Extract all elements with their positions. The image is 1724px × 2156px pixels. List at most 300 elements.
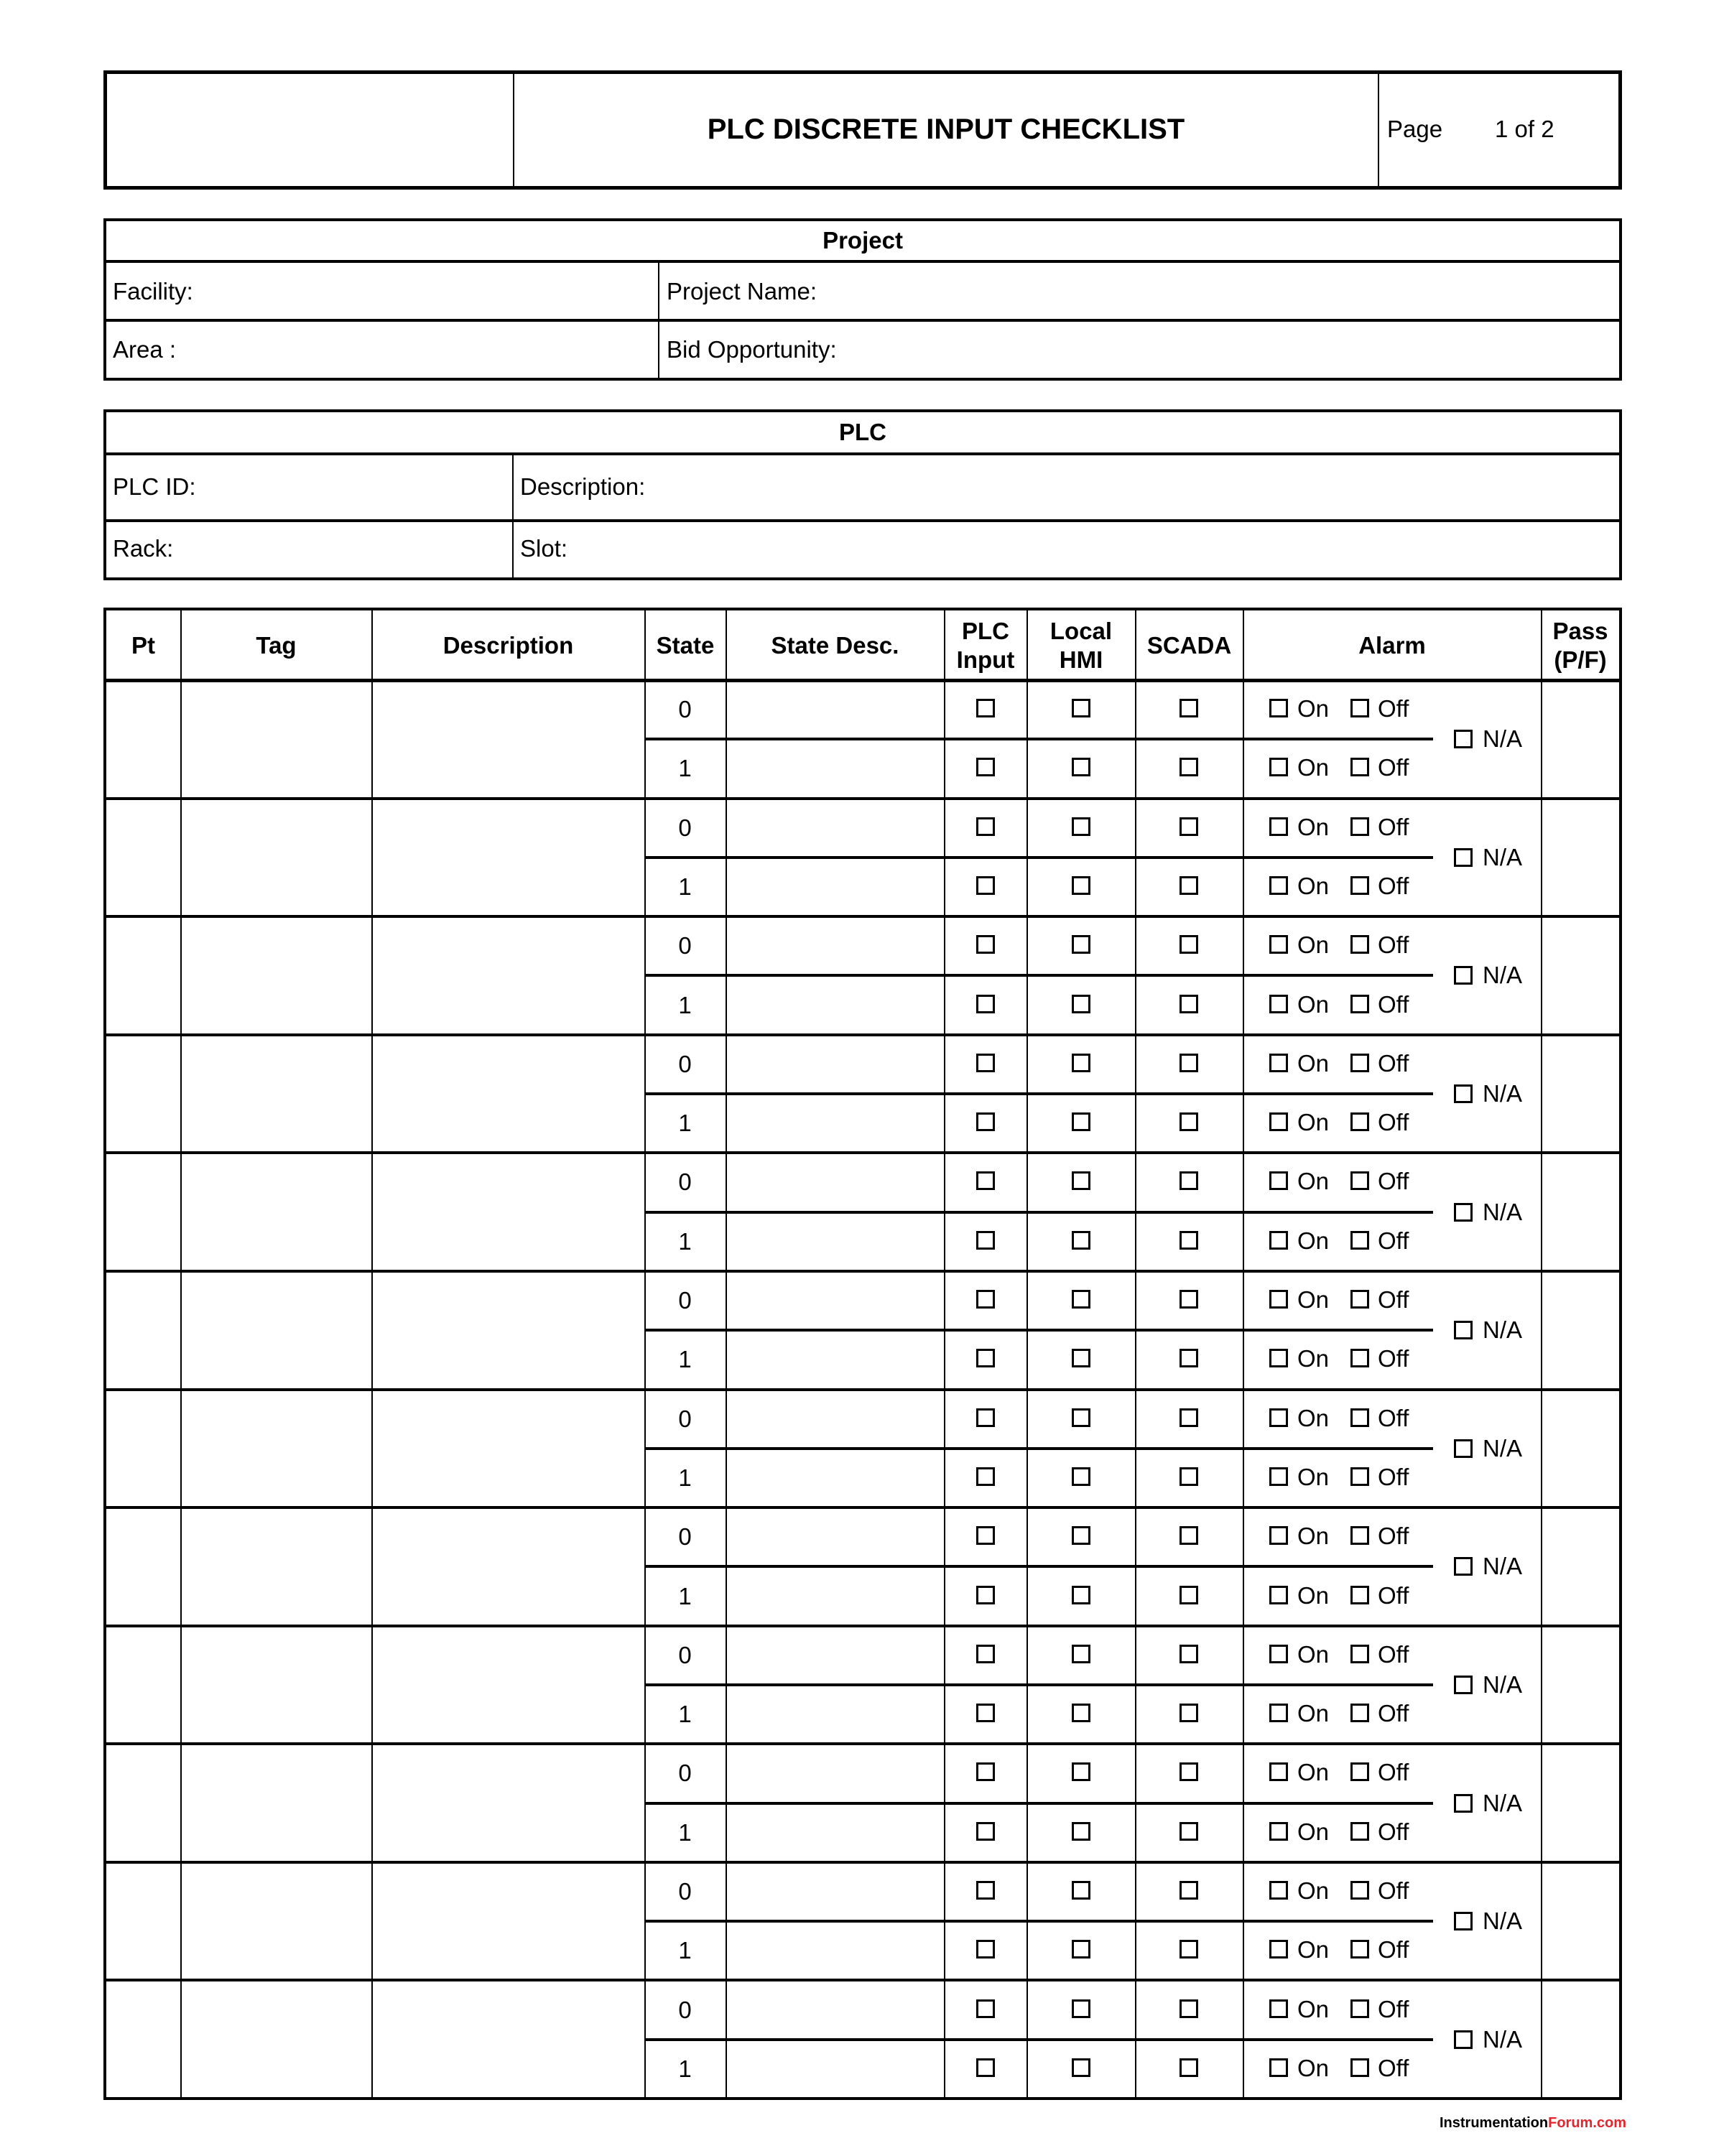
state-desc-cell[interactable] xyxy=(727,1568,944,1624)
state-desc-cell[interactable] xyxy=(727,1154,944,1210)
state-value: 1 xyxy=(678,1227,692,1255)
scada-checkbox[interactable] xyxy=(1180,1645,1198,1663)
plc-input-checkbox[interactable] xyxy=(976,1586,995,1604)
tag-cell[interactable] xyxy=(182,1391,371,1507)
description-cell[interactable] xyxy=(373,1273,644,1388)
description-cell[interactable] xyxy=(373,800,644,916)
alarm-off-checkbox[interactable] xyxy=(1350,1171,1369,1190)
alarm-off-checkbox[interactable] xyxy=(1350,758,1369,776)
alarm-na-checkbox[interactable] xyxy=(1454,1203,1473,1222)
plc-input-checkbox[interactable] xyxy=(976,817,995,836)
scada-checkbox[interactable] xyxy=(1180,1999,1198,2018)
local-hmi-checkbox[interactable] xyxy=(1072,1940,1090,1958)
alarm-off-label: Off xyxy=(1378,1168,1409,1195)
plc-id-field[interactable]: PLC ID: xyxy=(113,473,196,500)
description-cell[interactable] xyxy=(373,1036,644,1152)
alarm-off-label: Off xyxy=(1378,873,1409,900)
alarm-off-checkbox[interactable] xyxy=(1350,1526,1369,1545)
scada-checkbox[interactable] xyxy=(1180,1349,1198,1367)
tag-cell[interactable] xyxy=(182,1627,371,1743)
alarm-on-label: On xyxy=(1297,1581,1330,1609)
alarm-on-label: On xyxy=(1297,1345,1330,1372)
state-desc-cell[interactable] xyxy=(727,1214,944,1270)
col-header-local-hmi-line1: Local xyxy=(1049,617,1113,644)
project-section-title: Project xyxy=(822,227,903,254)
alarm-na-checkbox[interactable] xyxy=(1454,1557,1473,1576)
alarm-off-label: Off xyxy=(1378,1759,1409,1786)
tag-cell[interactable] xyxy=(182,1745,371,1861)
col-header-tag: Tag xyxy=(256,631,297,659)
state-desc-cell[interactable] xyxy=(727,1273,944,1329)
plc-input-checkbox[interactable] xyxy=(976,1704,995,1722)
plc-input-checkbox[interactable] xyxy=(976,758,995,776)
col-header-local-hmi-line2: HMI xyxy=(1059,646,1103,673)
state-desc-cell[interactable] xyxy=(727,1450,944,1506)
pt-cell[interactable] xyxy=(106,1036,180,1152)
alarm-off-checkbox[interactable] xyxy=(1350,1940,1369,1958)
scada-checkbox[interactable] xyxy=(1180,935,1198,954)
state-value: 1 xyxy=(678,1701,692,1728)
scada-checkbox[interactable] xyxy=(1180,1054,1198,1072)
scada-checkbox[interactable] xyxy=(1180,1112,1198,1131)
alarm-on-checkbox[interactable] xyxy=(1269,1586,1288,1604)
pass-fail-cell[interactable] xyxy=(1542,1627,1619,1743)
state-value: 1 xyxy=(678,991,692,1018)
bid-opportunity-field[interactable]: Bid Opportunity: xyxy=(667,336,837,363)
alarm-on-checkbox[interactable] xyxy=(1269,1054,1288,1072)
alarm-on-label: On xyxy=(1297,1818,1330,1845)
plc-input-checkbox[interactable] xyxy=(976,1999,995,2018)
tag-cell[interactable] xyxy=(182,682,371,797)
scada-checkbox[interactable] xyxy=(1180,2058,1198,2077)
pass-fail-cell[interactable] xyxy=(1542,682,1619,797)
alarm-na-checkbox[interactable] xyxy=(1454,1439,1473,1458)
state-desc-cell[interactable] xyxy=(727,1627,944,1683)
alarm-na-label: N/A xyxy=(1483,1316,1523,1344)
local-hmi-checkbox[interactable] xyxy=(1072,758,1090,776)
pass-fail-cell[interactable] xyxy=(1542,1509,1619,1625)
tag-cell[interactable] xyxy=(182,1981,371,2097)
alarm-off-checkbox[interactable] xyxy=(1350,1881,1369,1900)
alarm-off-checkbox[interactable] xyxy=(1350,1645,1369,1663)
pass-fail-cell[interactable] xyxy=(1542,918,1619,1033)
pass-fail-cell[interactable] xyxy=(1542,1745,1619,1861)
pt-cell[interactable] xyxy=(106,1745,180,1861)
plc-input-checkbox[interactable] xyxy=(976,1526,995,1545)
alarm-off-checkbox[interactable] xyxy=(1350,1586,1369,1604)
state-desc-cell[interactable] xyxy=(727,977,944,1033)
scada-checkbox[interactable] xyxy=(1180,1290,1198,1309)
alarm-off-checkbox[interactable] xyxy=(1350,876,1369,895)
state-desc-cell[interactable] xyxy=(727,1686,944,1742)
alarm-on-checkbox[interactable] xyxy=(1269,1704,1288,1722)
alarm-na-checkbox[interactable] xyxy=(1454,1794,1473,1813)
local-hmi-checkbox[interactable] xyxy=(1072,699,1090,717)
column-divider xyxy=(1026,609,1028,2100)
local-hmi-checkbox[interactable] xyxy=(1072,2058,1090,2077)
alarm-on-label: On xyxy=(1297,1759,1330,1786)
alarm-on-checkbox[interactable] xyxy=(1269,1881,1288,1900)
state-desc-cell[interactable] xyxy=(727,918,944,974)
pt-cell[interactable] xyxy=(106,1273,180,1388)
alarm-off-checkbox[interactable] xyxy=(1350,935,1369,954)
alarm-off-label: Off xyxy=(1378,1581,1409,1609)
col-header-alarm: Alarm xyxy=(1358,631,1426,659)
alarm-na-checkbox[interactable] xyxy=(1454,1676,1473,1694)
plc-input-checkbox[interactable] xyxy=(976,1290,995,1309)
local-hmi-checkbox[interactable] xyxy=(1072,1881,1090,1900)
alarm-off-checkbox[interactable] xyxy=(1350,699,1369,717)
plc-input-checkbox[interactable] xyxy=(976,1762,995,1781)
pass-fail-cell[interactable] xyxy=(1542,800,1619,916)
alarm-on-checkbox[interactable] xyxy=(1269,1171,1288,1190)
plc-input-checkbox[interactable] xyxy=(976,1467,995,1486)
local-hmi-checkbox[interactable] xyxy=(1072,1408,1090,1427)
plc-input-checkbox[interactable] xyxy=(976,699,995,717)
description-cell[interactable] xyxy=(373,1509,644,1625)
col-header-state: State xyxy=(656,631,715,659)
description-cell[interactable] xyxy=(373,1864,644,1979)
state-desc-cell[interactable] xyxy=(727,1036,944,1092)
state-desc-cell[interactable] xyxy=(727,1981,944,2037)
alarm-na-checkbox[interactable] xyxy=(1454,848,1473,867)
alarm-on-checkbox[interactable] xyxy=(1269,1112,1288,1131)
scada-checkbox[interactable] xyxy=(1180,1231,1198,1250)
project-col-divider xyxy=(658,263,659,378)
tag-cell[interactable] xyxy=(182,1273,371,1388)
plc-input-checkbox[interactable] xyxy=(976,1645,995,1663)
alarm-na-checkbox[interactable] xyxy=(1454,1912,1473,1930)
alarm-off-checkbox[interactable] xyxy=(1350,1231,1369,1250)
slot-field[interactable]: Slot: xyxy=(520,535,568,562)
plc-section-title: PLC xyxy=(839,419,886,445)
tag-cell[interactable] xyxy=(182,1509,371,1625)
alarm-off-label: Off xyxy=(1378,1404,1409,1431)
plc-input-checkbox[interactable] xyxy=(976,1054,995,1072)
alarm-off-checkbox[interactable] xyxy=(1350,1112,1369,1131)
state-desc-cell[interactable] xyxy=(727,1332,944,1388)
page-number: 1 of 2 xyxy=(1495,116,1554,142)
alarm-na-label: N/A xyxy=(1483,843,1523,870)
pass-fail-cell[interactable] xyxy=(1542,1154,1619,1270)
scada-checkbox[interactable] xyxy=(1180,1940,1198,1958)
state-desc-cell[interactable] xyxy=(727,859,944,915)
col-header-pt: Pt xyxy=(131,631,155,659)
alarm-off-label: Off xyxy=(1378,1936,1409,1964)
local-hmi-checkbox[interactable] xyxy=(1072,1467,1090,1486)
pt-cell[interactable] xyxy=(106,918,180,1033)
alarm-on-label: On xyxy=(1297,754,1330,781)
local-hmi-checkbox[interactable] xyxy=(1072,1112,1090,1131)
project-row-divider xyxy=(105,319,1621,322)
alarm-on-checkbox[interactable] xyxy=(1269,817,1288,836)
alarm-off-checkbox[interactable] xyxy=(1350,1822,1369,1841)
alarm-on-checkbox[interactable] xyxy=(1269,758,1288,776)
pt-cell[interactable] xyxy=(106,682,180,797)
scada-checkbox[interactable] xyxy=(1180,1762,1198,1781)
alarm-off-checkbox[interactable] xyxy=(1350,1349,1369,1367)
alarm-on-checkbox[interactable] xyxy=(1269,1999,1288,2018)
alarm-off-label: Off xyxy=(1378,1640,1409,1668)
local-hmi-checkbox[interactable] xyxy=(1072,876,1090,895)
state-desc-cell[interactable] xyxy=(727,1095,944,1151)
alarm-off-label: Off xyxy=(1378,1877,1409,1904)
col-header-state-desc: State Desc. xyxy=(771,631,899,659)
plc-input-checkbox[interactable] xyxy=(976,2058,995,2077)
alarm-on-checkbox[interactable] xyxy=(1269,935,1288,954)
local-hmi-checkbox[interactable] xyxy=(1072,995,1090,1013)
state-value: 0 xyxy=(678,1405,692,1432)
local-hmi-checkbox[interactable] xyxy=(1072,1526,1090,1545)
alarm-off-label: Off xyxy=(1378,754,1409,781)
pt-cell[interactable] xyxy=(106,1154,180,1270)
alarm-on-label: On xyxy=(1297,1936,1330,1964)
alarm-on-checkbox[interactable] xyxy=(1269,1526,1288,1545)
alarm-on-checkbox[interactable] xyxy=(1269,1645,1288,1663)
alarm-on-checkbox[interactable] xyxy=(1269,1940,1288,1958)
alarm-on-label: On xyxy=(1297,813,1330,840)
scada-checkbox[interactable] xyxy=(1180,758,1198,776)
state-desc-cell[interactable] xyxy=(727,1923,944,1979)
scada-checkbox[interactable] xyxy=(1180,1526,1198,1545)
local-hmi-checkbox[interactable] xyxy=(1072,1822,1090,1841)
alarm-off-label: Off xyxy=(1378,1345,1409,1372)
alarm-off-label: Off xyxy=(1378,813,1409,840)
plc-input-checkbox[interactable] xyxy=(976,935,995,954)
local-hmi-checkbox[interactable] xyxy=(1072,935,1090,954)
footer-brand-part2: Forum.com xyxy=(1548,2115,1627,2131)
state-desc-cell[interactable] xyxy=(727,1864,944,1920)
description-cell[interactable] xyxy=(373,682,644,797)
scada-checkbox[interactable] xyxy=(1180,1467,1198,1486)
column-divider xyxy=(944,609,945,2100)
scada-checkbox[interactable] xyxy=(1180,1586,1198,1604)
plc-input-checkbox[interactable] xyxy=(976,1881,995,1900)
state-value: 1 xyxy=(678,755,692,782)
state-value: 0 xyxy=(678,1168,692,1196)
alarm-na-label: N/A xyxy=(1483,1789,1523,1816)
alarm-off-checkbox[interactable] xyxy=(1350,2058,1369,2077)
alarm-off-label: Off xyxy=(1378,1049,1409,1077)
state-desc-cell[interactable] xyxy=(727,740,944,796)
pt-cell[interactable] xyxy=(106,1509,180,1625)
footer-brand-part1: Instrumentation xyxy=(1440,2115,1549,2131)
col-header-local-hmi xyxy=(1027,610,1135,680)
alarm-on-checkbox[interactable] xyxy=(1269,1290,1288,1309)
facility-field[interactable]: Facility: xyxy=(113,278,193,305)
alarm-na-checkbox[interactable] xyxy=(1454,730,1473,748)
project-name-field[interactable]: Project Name: xyxy=(667,278,817,305)
alarm-on-label: On xyxy=(1297,1109,1330,1136)
scada-checkbox[interactable] xyxy=(1180,1171,1198,1190)
state-desc-cell[interactable] xyxy=(727,800,944,856)
tag-cell[interactable] xyxy=(182,1864,371,1979)
scada-checkbox[interactable] xyxy=(1180,699,1198,717)
page-label: Page xyxy=(1387,116,1443,142)
tag-cell[interactable] xyxy=(182,1154,371,1270)
col-header-pass xyxy=(1542,610,1619,680)
scada-checkbox[interactable] xyxy=(1180,995,1198,1013)
state-desc-cell[interactable] xyxy=(727,1745,944,1801)
pt-cell[interactable] xyxy=(106,800,180,916)
alarm-na-checkbox[interactable] xyxy=(1454,1084,1473,1103)
alarm-off-checkbox[interactable] xyxy=(1350,1704,1369,1722)
local-hmi-checkbox[interactable] xyxy=(1072,1290,1090,1309)
state-desc-cell[interactable] xyxy=(727,2041,944,2097)
state-value: 0 xyxy=(678,1641,692,1668)
state-desc-cell[interactable] xyxy=(727,1391,944,1447)
alarm-off-checkbox[interactable] xyxy=(1350,995,1369,1013)
alarm-on-label: On xyxy=(1297,1227,1330,1254)
alarm-off-checkbox[interactable] xyxy=(1350,1467,1369,1486)
alarm-on-label: On xyxy=(1297,1995,1330,2022)
alarm-on-label: On xyxy=(1297,1700,1330,1727)
alarm-on-label: On xyxy=(1297,1286,1330,1314)
alarm-na-label: N/A xyxy=(1483,1671,1523,1698)
pass-fail-cell[interactable] xyxy=(1542,1864,1619,1979)
local-hmi-checkbox[interactable] xyxy=(1072,1054,1090,1072)
state-value: 0 xyxy=(678,932,692,959)
local-hmi-checkbox[interactable] xyxy=(1072,1645,1090,1663)
description-cell[interactable] xyxy=(373,918,644,1033)
local-hmi-checkbox[interactable] xyxy=(1072,817,1090,836)
scada-checkbox[interactable] xyxy=(1180,1881,1198,1900)
alarm-na-checkbox[interactable] xyxy=(1454,1321,1473,1339)
alarm-on-label: On xyxy=(1297,1049,1330,1077)
alarm-na-checkbox[interactable] xyxy=(1454,2030,1473,2049)
state-value: 1 xyxy=(678,1818,692,1846)
plc-title-divider xyxy=(105,452,1621,455)
col-header-pass-line2: (P/F) xyxy=(1554,646,1607,673)
alarm-off-label: Off xyxy=(1378,1227,1409,1254)
alarm-on-checkbox[interactable] xyxy=(1269,876,1288,895)
alarm-off-label: Off xyxy=(1378,1995,1409,2022)
alarm-on-checkbox[interactable] xyxy=(1269,1762,1288,1781)
plc-input-checkbox[interactable] xyxy=(976,1349,995,1367)
alarm-on-checkbox[interactable] xyxy=(1269,1349,1288,1367)
project-title-divider xyxy=(105,260,1621,263)
plc-input-checkbox[interactable] xyxy=(976,876,995,895)
scada-checkbox[interactable] xyxy=(1180,876,1198,895)
alarm-off-checkbox[interactable] xyxy=(1350,817,1369,836)
local-hmi-checkbox[interactable] xyxy=(1072,1231,1090,1250)
description-cell[interactable] xyxy=(373,1627,644,1743)
description-cell[interactable] xyxy=(373,1981,644,2097)
local-hmi-checkbox[interactable] xyxy=(1072,1762,1090,1781)
local-hmi-checkbox[interactable] xyxy=(1072,1704,1090,1722)
pass-fail-cell[interactable] xyxy=(1542,1391,1619,1507)
plc-input-checkbox[interactable] xyxy=(976,1231,995,1250)
alarm-on-checkbox[interactable] xyxy=(1269,699,1288,717)
rack-field[interactable]: Rack: xyxy=(113,535,174,562)
alarm-on-label: On xyxy=(1297,2054,1330,2081)
tag-cell[interactable] xyxy=(182,800,371,916)
alarm-on-checkbox[interactable] xyxy=(1269,1822,1288,1841)
alarm-off-checkbox[interactable] xyxy=(1350,1290,1369,1309)
pt-cell[interactable] xyxy=(106,1981,180,2097)
area-field[interactable]: Area : xyxy=(113,336,177,363)
state-desc-cell[interactable] xyxy=(727,682,944,738)
scada-checkbox[interactable] xyxy=(1180,1704,1198,1722)
col-header-plc-input-line2: Input xyxy=(956,646,1015,673)
alarm-off-checkbox[interactable] xyxy=(1350,1999,1369,2018)
description-cell[interactable] xyxy=(373,1391,644,1507)
pass-fail-cell[interactable] xyxy=(1542,1273,1619,1388)
alarm-on-checkbox[interactable] xyxy=(1269,1231,1288,1250)
alarm-on-checkbox[interactable] xyxy=(1269,1408,1288,1427)
alarm-on-checkbox[interactable] xyxy=(1269,1467,1288,1486)
local-hmi-checkbox[interactable] xyxy=(1072,1171,1090,1190)
alarm-na-checkbox[interactable] xyxy=(1454,966,1473,985)
plc-input-checkbox[interactable] xyxy=(976,1171,995,1190)
tag-cell[interactable] xyxy=(182,1036,371,1152)
alarm-on-checkbox[interactable] xyxy=(1269,995,1288,1013)
alarm-na-label: N/A xyxy=(1483,962,1523,989)
state-value: 1 xyxy=(678,873,692,901)
alarm-off-label: Off xyxy=(1378,1463,1409,1490)
state-value: 1 xyxy=(678,1582,692,1609)
document-title: PLC DISCRETE INPUT CHECKLIST xyxy=(707,113,1185,145)
scada-checkbox[interactable] xyxy=(1180,817,1198,836)
plc-input-checkbox[interactable] xyxy=(976,1112,995,1131)
state-desc-cell[interactable] xyxy=(727,1805,944,1861)
alarm-na-label: N/A xyxy=(1483,1908,1523,1935)
alarm-off-label: Off xyxy=(1378,931,1409,959)
scada-checkbox[interactable] xyxy=(1180,1822,1198,1841)
alarm-off-label: Off xyxy=(1378,2054,1409,2081)
local-hmi-checkbox[interactable] xyxy=(1072,1586,1090,1604)
pt-cell[interactable] xyxy=(106,1627,180,1743)
alarm-off-checkbox[interactable] xyxy=(1350,1408,1369,1427)
alarm-na-label: N/A xyxy=(1483,725,1523,753)
local-hmi-checkbox[interactable] xyxy=(1072,1999,1090,2018)
alarm-na-label: N/A xyxy=(1483,1198,1523,1225)
pass-fail-cell[interactable] xyxy=(1542,1036,1619,1152)
pt-cell[interactable] xyxy=(106,1391,180,1507)
tag-cell[interactable] xyxy=(182,918,371,1033)
state-value: 0 xyxy=(678,1050,692,1077)
alarm-on-label: On xyxy=(1297,1640,1330,1668)
alarm-on-label: On xyxy=(1297,1463,1330,1490)
description-cell[interactable] xyxy=(373,1745,644,1861)
plc-input-checkbox[interactable] xyxy=(976,995,995,1013)
description-cell[interactable] xyxy=(373,1154,644,1270)
plc-input-checkbox[interactable] xyxy=(976,1940,995,1958)
alarm-on-label: On xyxy=(1297,990,1330,1018)
scada-checkbox[interactable] xyxy=(1180,1408,1198,1427)
plc-description-field[interactable]: Description: xyxy=(520,473,646,500)
alarm-on-label: On xyxy=(1297,931,1330,959)
local-hmi-checkbox[interactable] xyxy=(1072,1349,1090,1367)
plc-input-checkbox[interactable] xyxy=(976,1408,995,1427)
alarm-off-label: Off xyxy=(1378,1523,1409,1550)
alarm-off-label: Off xyxy=(1378,990,1409,1018)
alarm-na-label: N/A xyxy=(1483,1553,1523,1580)
col-header-scada: SCADA xyxy=(1146,631,1232,659)
alarm-on-checkbox[interactable] xyxy=(1269,2058,1288,2077)
pass-fail-cell[interactable] xyxy=(1542,1981,1619,2097)
plc-row-divider xyxy=(105,519,1621,522)
alarm-off-checkbox[interactable] xyxy=(1350,1054,1369,1072)
pt-cell[interactable] xyxy=(106,1864,180,1979)
state-value: 1 xyxy=(678,1110,692,1137)
state-value: 0 xyxy=(678,1760,692,1787)
alarm-on-label: On xyxy=(1297,873,1330,900)
col-header-plc-input-line1: PLC xyxy=(962,617,1009,644)
state-desc-cell[interactable] xyxy=(727,1509,944,1565)
plc-input-checkbox[interactable] xyxy=(976,1822,995,1841)
alarm-off-checkbox[interactable] xyxy=(1350,1762,1369,1781)
